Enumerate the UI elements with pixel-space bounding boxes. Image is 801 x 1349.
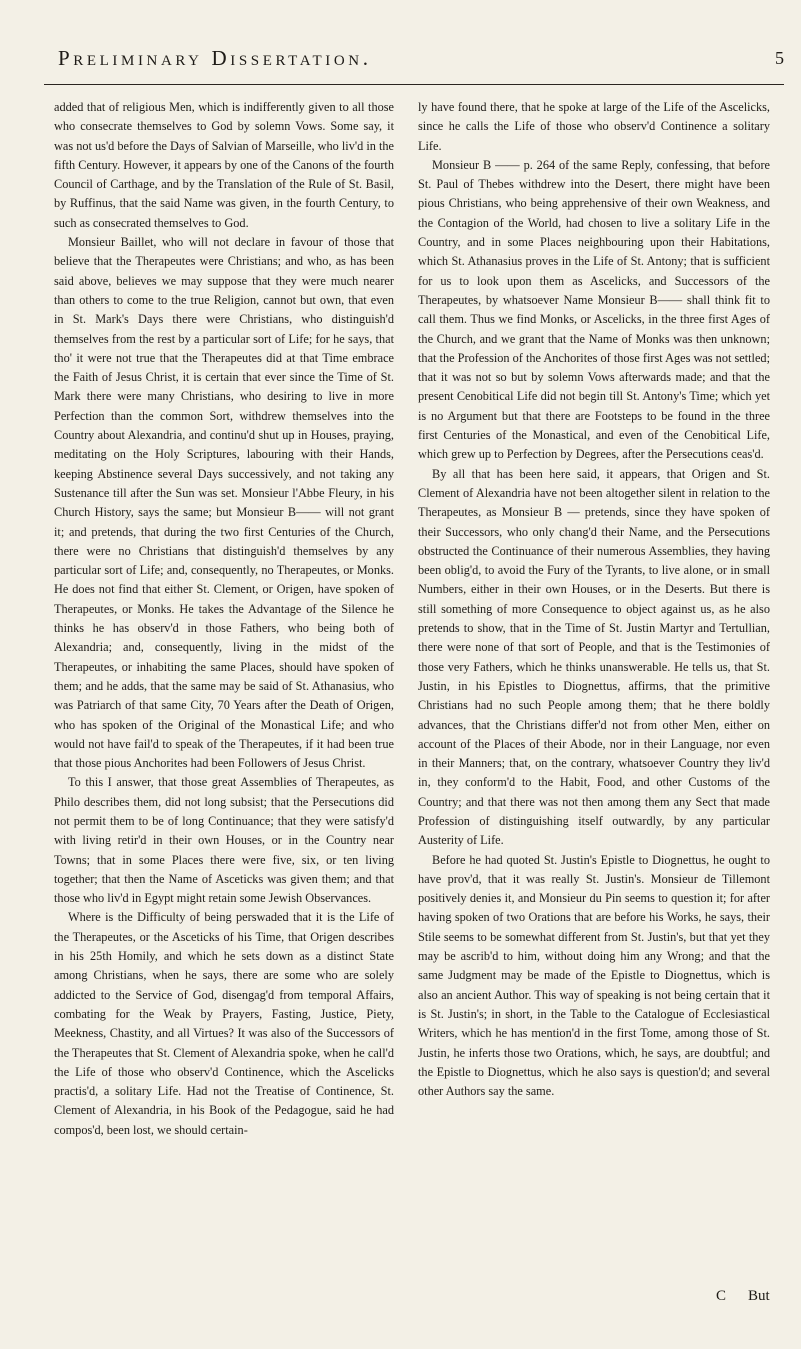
- paragraph: Before he had quoted St. Justin's Epistle to Diognettus, he ought to have prov'd, that it was really St. Justin's. Monsieur de Tillemont positively denies it, and Monsieur du Pin seems to question it; for after having spoken of two Orations that are before his Works, he says, their Stile seems to be somewhat different from St. Justin's, but that yet they may be ascrib'd to him, without doing him any Wrong; and that the same Judgment may be made of the Epistle to Diognettus, which is also an ancient Author. This way of speaking is not being certain that it is St. Justin's; in short, in the Table to the Catalogue of Ecclesiastical Writers, which he has mention'd in the first Tome, among those of St. Justin, he inferts those two Orations, which, he says, are doubtful; and the Epistle to Diognettus, which he also says is question'd; and several other Authors say the same.: [418, 852, 770, 1099]
- page-number: 5: [775, 48, 784, 68]
- right-column: [418, 98, 770, 1101]
- paragraph: added that of religious Men, which is indifferently given to all those who consecrate themselves to God by solemn Vows. Some say, it was not us'd before the Days of Salvian of Marseille, who liv'd in the fifth Century. However, it appears by one of the Canons of the fourth Council of Carthage, and by the Translation of the Rule of St. Basil, by Ruffinus, that the said Name was given, in the fourth Century, to such as consecrated themselves to God.: [54, 100, 394, 230]
- catchword: But: [748, 1288, 770, 1304]
- paragraph: Monsieur B —— p. 264 of the same Reply, confessing, that before St. Paul of Thebes withdrew into the Desert, there might have been pious Christians, who being apprehensive of their own Weakness, and the Contagion of the World, had chosen to live a solitary Life in the Country, and in some Places neighbouring upon their Habitations, which St. Athanasius proves in the Life of St. Antony; that is sufficient for us to look upon them as Ascelicks, and Successors of the Therapeutes, by whatsoever Name Monsieur B—— shall think fit to call them. Thus we find Monks, or Ascelicks, in the three first Ages of the Church, and we grant that the Name of Monks was then unknown; that the Profession of the Anchorites of those first Ages was not settled; that it was not so but by solemn Vows afterwards made; and that the present Cenobitical Life did not begin till St. Antony's Time; which yet is no Argument but that there are Footsteps to be found in the three first Centuries of the Monastical, and even of the Cenobitical Life, which grew up to Perfection by Degrees, after the Persecutions ceas'd.: [418, 157, 770, 462]
- header-rule: [44, 84, 784, 85]
- running-head: [44, 40, 784, 90]
- paragraph: To this I answer, that those great Assemblies of Therapeutes, as Philo describes them, did not long subsist; that the Persecutions did not permit them to be of long Continuance; that they were satisfy'd with living retir'd in their own Houses, or in the Country near Towns; that in some Places there were five, six, or ten living together; that then the Name of Asceticks was given them; and that those who liv'd in Egypt might retain some Jewish Observances.: [54, 775, 394, 906]
- left-column: [54, 98, 394, 1140]
- running-head-title: Preliminary Dissertation.: [58, 46, 372, 70]
- paragraph: Monsieur Baillet, who will not declare in favour of those that believe that the Therapeutes were Christians; and who, as has been said above, believes we may suppose that they were much nearer than others to come to the true Religion, cannot but own, that even in St. Mark's Days there were Christians, who distinguish'd themselves from the rest by a particular sort of Life; for he says, that tho' it were not true that the Therapeutes did at that Time embrace the Faith of Jesus Christ, it is certain that ever since the Time of St. Mark there were many Christians, who desiring to live in more Perfection than the common Sort, withdrew themselves into the Country about Alexandria, and continu'd shut up in Houses, praying, meditating on the Holy Scriptures, labouring with their Hands, keeping Abstinence several Days successively, and not taking any Sustenance till after the Sun was set. Monsieur l'Abbe Fleury, in his Church History, says the same; but Monsieur B—— will not grant it; and pretends, that during the two first Centuries of the Church, there were no Christians that distinguish'd themselves by any particular sort of Life; and, consequently, no Therapeutes, or Monks. He does not find that either St. Clement, or Origen, have spoken of Therapeutes, or Monks. He takes the Advantage of the Silence he thinks he has observ'd in those Fathers, who being both of Alexandria; and, consequently, living in the midst of the Therapeutes, or inhabiting the same Places, should have spoken of them; and he adds, that the same may be said of St. Athanasius, who was Patriarch of that same City, 70 Years after the Death of Origen, who has spoken of the Original of the Monastical Life; and who would not have fail'd to speak of the Therapeutes, if it had been true that those pious Anchorites had been Followers of Jesus Christ.: [54, 235, 394, 771]
- signature-mark: C: [716, 1288, 727, 1304]
- paragraph: Where is the Difficulty of being perswaded that it is the Life of the Therapeutes, or the Asceticks of his Time, that Origen describes in his 25th Homily, and which he sets down as a distinct State among Christians, when he says, there are some who are solely addicted to the Service of God, disengag'd from temporal Affairs, combating for the Weak by Prayers, Fasting, Justice, Piety, Meekness, Chastity, and all Virtues? It was also of the Successors of the Therapeutes that St. Clement of Alexandria spoke, when he call'd the Life of those who observ'd Continence, which the Ascelicks practis'd, a solitary Life. Had not the Treatise of Continence, St. Clement of Alexandria, in his Book of the Pedagogue, said he had compos'd, been lost, we should certain-: [54, 910, 394, 1137]
- paragraph: By all that has been here said, it appears, that Origen and St. Clement of Alexandria have not been altogether silent in relation to the Therapeutes, as Monsieur B — pretends, since they have spoken of their Successors, who only chang'd their Name, and the Persecutions obstructed the Continuance of their numerous Assemblies, they having been oblig'd, to avoid the Fury of the Tyrants, to live alone, or in small Numbers, either in their own Houses, or in the Deserts. But there is still something of more Consequence to object against us, as he also pretends to show, that in the Time of St. Justin Martyr and Tertullian, there were none of that sort of People, and that is the Testimonies of those very Fathers, which he thinks unanswerable. He tells us, that St. Justin, in his Epistles to Diognettus, affirms, that the primitive Christians had no such People among them; that he there boldly advances, that the Christians differ'd not from other Men, either on account of the Places of their Abode, nor in their Language, nor even in their Manners; that, on the contrary, whatsoever Country they liv'd in, they conform'd to the Habit, Food, and other Customs of the Country; and that there was not then among them any Sect that made Profession of distinguishing itself outwardly, by any particular Austerity of Life.: [418, 466, 770, 848]
- paragraph: ly have found there, that he spoke at large of the Life of the Ascelicks, since he calls the Life of those who observ'd Continence a solitary Life.: [418, 100, 770, 153]
